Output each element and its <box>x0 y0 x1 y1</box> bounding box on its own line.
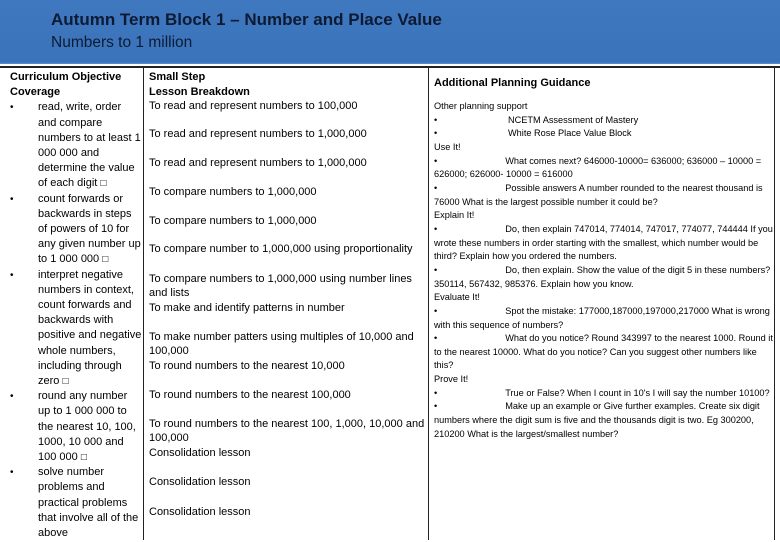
small-step: To round numbers to the nearest 10,000 <box>149 360 345 372</box>
guidance-question: • Spot the mistake: 177000,187000,197000,217000 What is wrong with this sequence of numbers? <box>434 305 770 330</box>
curriculum-heading: Curriculum Objective <box>10 71 122 83</box>
small-step: To compare numbers to 1,000,000 <box>149 186 317 198</box>
section-label: Prove It! <box>434 374 469 385</box>
small-step: To make and identify patterns in number <box>149 302 345 314</box>
support-item: • White Rose Place Value Block <box>434 128 632 139</box>
small-step: To compare number to 1,000,000 using proportionality <box>149 243 413 255</box>
small-step: Consolidation lesson <box>149 447 251 459</box>
guidance-body <box>434 100 778 441</box>
small-step: To round numbers to the nearest 100,000 <box>149 389 351 401</box>
guidance-heading: Additional Planning Guidance <box>434 77 591 89</box>
page-subtitle: Numbers to 1 million <box>51 34 193 51</box>
checkbox-glyph: □ <box>80 452 87 464</box>
small-step-heading: Small Step Lesson Breakdown <box>149 71 250 98</box>
objective-list <box>10 100 142 541</box>
small-step: Consolidation lesson <box>149 476 251 488</box>
small-step: To round numbers to the nearest 100, 1,000, 10,000 and 100,000 <box>149 418 425 444</box>
section-label: Explain It! <box>434 210 475 221</box>
objective-item: • interpret negative numbers in context, count forwards and backwards with positive and negative whole numbers, including through zero □ <box>10 268 142 390</box>
small-step: To compare numbers to 1,000,000 <box>149 215 317 227</box>
objective-item: • count forwards or backwards in steps of powers of 10 for any given number up to 1 000 000 □ <box>10 192 142 268</box>
column-divider <box>428 66 429 540</box>
title-banner <box>0 0 780 64</box>
guidance-question: • What do you notice? Round 343997 to the nearest 1000. Round it to the nearest 10000. What do you notice? Can you suggest other numbers like this? <box>434 333 773 371</box>
objective-item: • round any number up to 1 000 000 to the nearest 10, 100, 1000, 10 000 and 100 000 □ <box>10 389 142 465</box>
small-step: To compare numbers to 1,000,000 using number lines and lists <box>149 273 412 299</box>
guidance-question: • What comes next? 646000-10000= 636000; 636000 – 10000 = 626000; 626000- 10000 = 616000 <box>434 155 762 180</box>
section-label: Evaluate It! <box>434 292 480 303</box>
checkbox-glyph: □ <box>62 376 69 388</box>
small-step: To read and represent numbers to 1,000,000 <box>149 157 367 169</box>
column-divider <box>143 66 144 540</box>
guidance-question: • Do, then explain. Show the value of the digit 5 in these numbers? 350114, 567432, 985376. Explain how you know. <box>434 264 771 289</box>
guidance-intro: Other planning support <box>434 101 528 111</box>
support-item: • NCETM Assessment of Mastery <box>434 114 639 125</box>
small-step: To make number patters using multiples of 10,000 and 100,000 <box>149 331 414 357</box>
checkbox-glyph: □ <box>100 178 107 190</box>
section-label: Use It! <box>434 141 461 152</box>
curriculum-heading-line2: Coverage <box>10 86 61 99</box>
guidance-question: • True or False? When I count in 10's I will say the number 10100? <box>434 387 770 398</box>
guidance-question: • Make up an example or Give further examples. Create six digit numbers where the digit sum is five and the thousands digit is two. Eg 300200, 210200 What is the largest/smallest number? <box>434 401 760 439</box>
small-step: To read and represent numbers to 100,000 <box>149 100 358 112</box>
objective-item: • solve number problems and practical problems that involve all of the above <box>10 465 142 541</box>
guidance-question: • Possible answers A number rounded to the nearest thousand is 76000 What is the largest possible number it could be? <box>434 182 763 207</box>
small-step: To read and represent numbers to 1,000,000 <box>149 128 367 140</box>
small-step: Consolidation lesson <box>149 506 251 518</box>
guidance-question: • Do, then explain 747014, 774014, 747017, 774077, 744444 If you wrote these numbers in order starting with the smallest, which number would be third? Explain how you ordered the numbers. <box>434 223 773 262</box>
objective-item: • read, write, order and compare numbers to at least 1 000 000 and determine the value of each digit □ <box>10 100 142 191</box>
curriculum-column <box>10 70 142 541</box>
page-title: Autumn Term Block 1 – Number and Place Value <box>51 10 442 29</box>
checkbox-glyph: □ <box>102 254 109 266</box>
